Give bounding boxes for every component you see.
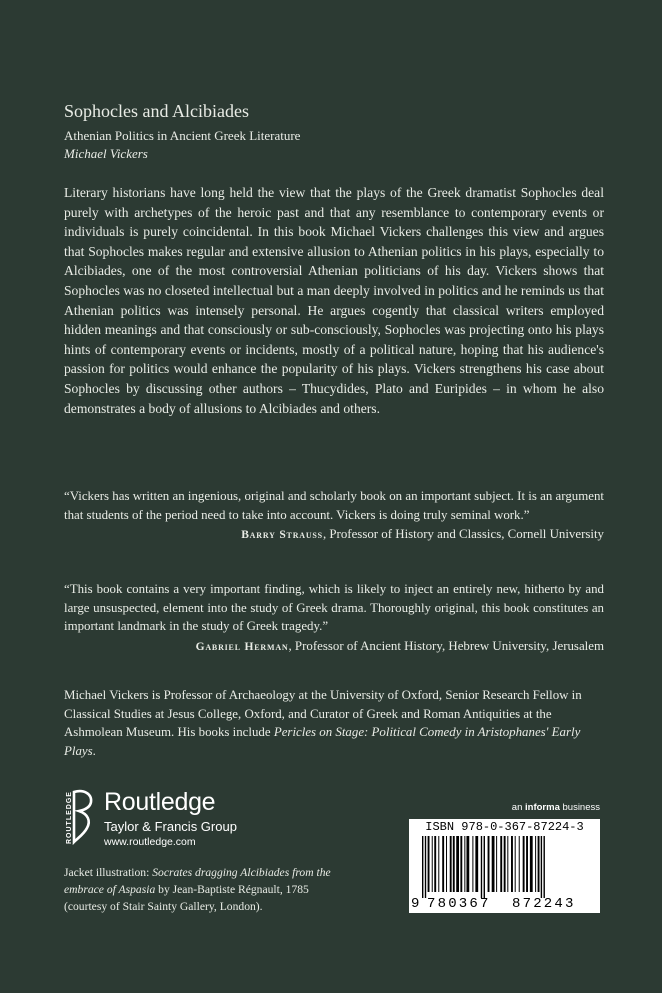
- barcode-bar: [500, 836, 502, 892]
- barcode-bar: [507, 836, 508, 892]
- barcode-first-digit: 9: [411, 896, 420, 912]
- publisher-group: Taylor & Francis Group: [104, 819, 237, 834]
- barcode-bar: [456, 836, 459, 892]
- barcode-bar: [464, 836, 465, 892]
- barcode-bar: [442, 836, 444, 892]
- quote-author-role: , Professor of Ancient History, Hebrew University, Jerusalem: [288, 638, 604, 653]
- quote-text: “Vickers has written an ingenious, original and scholarly book on an important subject. It is an argument that students of the period need to take into account. Vickers is doing truly seminal work.”: [64, 489, 604, 522]
- author-bio-end: .: [92, 743, 96, 758]
- endorsement-quote: [64, 580, 604, 656]
- barcode-bar: [472, 836, 473, 892]
- barcode-bar: [519, 836, 520, 892]
- barcode-bar: [511, 836, 513, 892]
- publisher-website[interactable]: www.routledge.com: [104, 836, 196, 848]
- informa-prefix: an: [511, 802, 526, 813]
- quote-author-role: , Professor of History and Classics, Cornell University: [322, 527, 604, 541]
- barcode-bar: [515, 836, 516, 892]
- author-bio-text: Michael Vickers is Professor of Archaeology at the University of Oxford, Senior Research Fellow in Classical Studies at Jesus College, Oxford, and Curator of Greek and Roman Antiquities at the Ashmolean Museum. His books include: [64, 688, 582, 739]
- barcode-bar: [425, 836, 426, 898]
- barcode-bar: [428, 836, 430, 892]
- barcode-bar: [504, 836, 506, 892]
- barcode-bar: [535, 836, 536, 892]
- barcode-bar: [466, 836, 469, 892]
- barcode-bar: [544, 836, 545, 898]
- endorsement-quote: [64, 487, 604, 545]
- barcode-bar: [434, 836, 436, 892]
- book-subtitle: Athenian Politics in Ancient Greek Literature: [64, 128, 301, 143]
- informa-suffix: business: [559, 802, 600, 813]
- quote-author: Barry Strauss: [241, 529, 323, 541]
- isbn-label: ISBN 978-0-367-87224-3: [425, 820, 584, 834]
- credit-work: Socrates dragging Alcibiades from the embrace of Aspasia: [64, 866, 331, 896]
- barcode-bar: [496, 836, 497, 892]
- credit-rest: by Jean-Baptiste Régnault, 1785 (courtesy of Stair Sainty Gallery, London).: [64, 883, 309, 913]
- book-description: Literary historians have long held the view that the plays of the Greek dramatist Sophocles deal purely with archetypes of the heroic past and that any resemblance to contemporary events or individuals is purely coincidental. In this book Michael Vickers challenges this view and argues that Sophocles makes regular and extensive allusion to Athenian politics in his plays, especially to Alcibiades, one of the most controversial Athenian politicians of his day. Vickers shows that Sophocles was no closeted intellectual but a man deeply involved in politics and he reminds us that Athenian politics was intensely personal. He argues cogently that classical writers employed hidden meanings and that consciously or sub-consciously, Sophocles was projecting onto his plays hints of contemporary events or incidents, mostly of a political nature, hoping that his audience's passion for politics would enhance the popularity of his plays. Vickers strengthens his case about Sophocles by discussing other authors – Thucydides, Plato and Euripides – in whom he also demonstrates a body of allusions to Alcibiades and others.: [64, 185, 604, 416]
- barcode-bar: [450, 836, 452, 892]
- barcode-bar: [432, 836, 433, 892]
- barcode-bar: [460, 836, 462, 892]
- informa-brand: informa: [525, 802, 560, 813]
- author-bio: [64, 686, 604, 760]
- barcode-bar: [446, 836, 447, 892]
- barcode-digits-right: 872243: [512, 896, 576, 912]
- book-header: [64, 100, 604, 163]
- barcode-bar: [475, 836, 478, 892]
- isbn-barcode: [409, 819, 600, 913]
- barcode-bar: [488, 836, 490, 892]
- jacket-credit: [64, 864, 344, 915]
- routledge-logo: [64, 786, 254, 850]
- quote-author: Gabriel Herman: [195, 640, 289, 653]
- barcode-bar: [541, 836, 542, 898]
- quote-attribution: [64, 637, 604, 657]
- barcode-bar: [523, 836, 525, 892]
- book-title: Sophocles and Alcibiades: [64, 101, 249, 121]
- informa-label: [500, 802, 600, 813]
- barcode-bar: [453, 836, 455, 892]
- book-author: Michael Vickers: [64, 146, 148, 161]
- quote-text: “This book contains a very important finding, which is likely to inject an entirely new, hitherto by and large unsuspected, element into the study of Greek drama. Thoroughly original, this book constitutes an important landmark in the study of Greek tragedy.”: [64, 582, 604, 633]
- logo-vertical-text: ROUTLEDGE: [66, 791, 73, 844]
- barcode-bar: [481, 836, 482, 898]
- author-bio-book: Pericles on Stage: Political Comedy in Aristophanes' Early Plays: [64, 725, 581, 758]
- barcode-bars: [421, 836, 591, 898]
- routledge-logo-icon: [64, 788, 94, 846]
- barcode-bar: [484, 836, 485, 898]
- barcode-bar: [422, 836, 423, 898]
- barcode-bar: [492, 836, 495, 892]
- barcode-digits-left: 780367: [427, 896, 491, 912]
- barcode-bar: [526, 836, 528, 892]
- quote-attribution: [64, 525, 604, 545]
- barcode-bar: [530, 836, 533, 892]
- publisher-name: Routledge: [104, 788, 216, 816]
- barcode-bar: [538, 836, 540, 892]
- credit-label: Jacket illustration:: [64, 866, 153, 879]
- barcode-bar: [438, 836, 439, 892]
